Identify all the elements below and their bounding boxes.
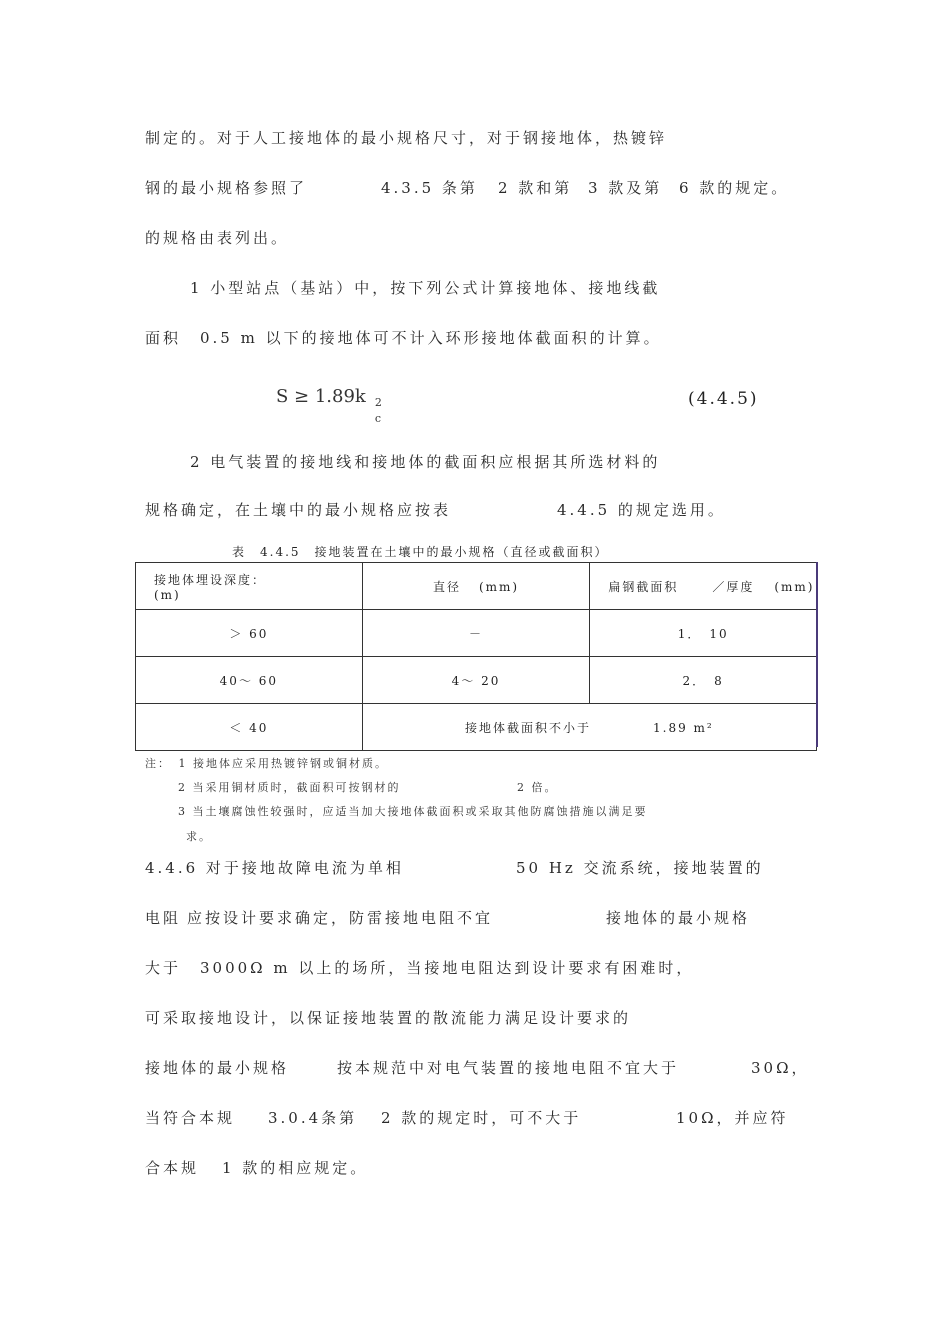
table-note: 注： 1 接地体应采用热镀锌钢或铜材质。 [145,757,388,770]
text-line: 2 电气装置的接地线和接地体的截面积应根据其所选材料的 [190,453,661,471]
header-flat-unit: (mm) [774,579,815,594]
text-line: 2 款和第 [498,179,573,197]
text-line: 6 款的规定。 [679,179,790,197]
text-line: 面积 [145,329,182,347]
header-flat: 扁钢截面积 [608,579,679,594]
text-line: 接地体的最小规格 [145,1059,290,1077]
table-cell: 1． 10 [590,610,817,657]
text-line: 4.4.5 的规定选用。 [557,501,726,519]
table-cell: － [362,610,590,657]
table-header-row [136,563,817,610]
table-caption: 表 4.4.5 接地装置在土壤中的最小规格（直径或截面积） [232,545,609,559]
table-edge [816,562,818,747]
formula-sup: 2 [374,396,382,409]
section-heading: 4.4.6 对于接地故障电流为单相 [145,859,404,877]
text-line: 3 款及第 [588,179,663,197]
table-note: 2 倍。 [517,781,558,794]
table-row [136,704,817,751]
header-cell [136,563,363,610]
text-line: 0.5 m 以下的接地体可不计入环形接地体截面积的计算。 [200,329,662,347]
text-line: 电阻 [145,909,182,927]
text-line: 的规格由表列出。 [145,229,290,247]
table-cell: 4～ 20 [362,657,590,704]
text-line: 按本规范中对电气装置的接地电阻不宜大于 [337,1059,680,1077]
header-depth-unit: (m) [154,587,181,602]
text-line: 大于 [145,959,182,977]
area-value: 1.89 m² [653,720,714,735]
header-cell [362,563,590,610]
text-line: 规格确定，在土壤中的最小规格应按表 [145,501,452,519]
text-line: 接地体的最小规格 [606,909,751,927]
formula [276,386,382,425]
text-line: 应按设计要求确定，防雷接地电阻不宜 [187,909,494,927]
text-line: 10Ω，并应符 [676,1109,789,1127]
text-line: 当符合本规 [145,1109,236,1127]
header-diameter-unit: (mm) [478,579,520,594]
table-cell: 2． 8 [590,657,817,704]
spec-table [135,562,817,751]
header-cell [590,563,817,610]
table-row [136,610,817,657]
text-line: 合本规 [145,1159,200,1177]
text-line: 3.0.4条第 [268,1109,358,1127]
header-thick: ／厚度 [712,579,755,594]
text-line: 钢的最小规格参照了 [145,179,308,197]
text-line: 1 款的相应规定。 [222,1159,369,1177]
text-line: 可采取接地设计，以保证接地装置的散流能力满足设计要求的 [145,1009,632,1027]
text-line: 1 小型站点（基站）中，按下列公式计算接地体、接地线截 [190,279,661,297]
text-line: 50 Hz 交流系统，接地装置的 [516,859,764,877]
formula-sub: c [374,412,382,425]
text-line: 30Ω， [751,1059,810,1077]
text-line: 3000Ω m 以上的场所，当接地电阻达到设计要求有困难时， [200,959,695,977]
table-row [136,657,817,704]
formula-number: (4.4.5) [688,389,759,409]
table-cell: 40～ 60 [136,657,363,704]
text-line: 制定的。对于人工接地体的最小规格尺寸，对于钢接地体，热镀锌 [145,129,668,147]
table-cell-merged [362,704,816,751]
table-cell: ＞ 60 [136,610,363,657]
table-note: 3 当土壤腐蚀性较强时，应适当加大接地体截面积或采取其他防腐蚀措施以满足要 [178,805,648,818]
area-label: 接地体截面积不小于 [464,720,591,735]
text-line: 2 款的规定时，可不大于 [381,1109,582,1127]
formula-lhs: S ≥ 1.89k [276,386,366,407]
header-depth: 接地体埋设深度： [154,572,267,587]
table-cell: ＜ 40 [136,704,363,751]
table-note: 2 当采用铜材质时，截面积可按钢材的 [178,781,401,794]
header-diameter: 直径 [432,579,461,594]
table-note: 求。 [186,830,212,843]
text-line: 4.3.5 条第 [381,179,478,197]
